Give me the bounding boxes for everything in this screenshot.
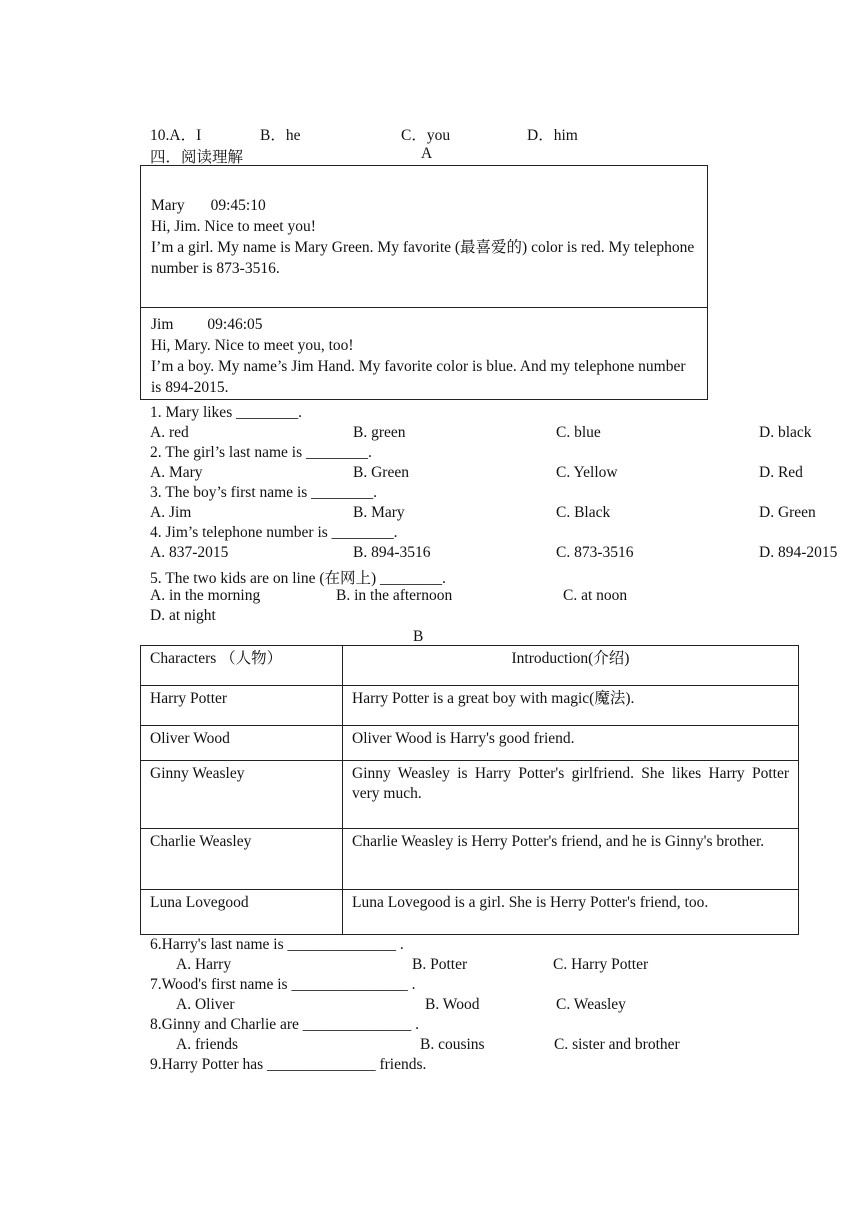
q4-option-d: D. 894-2015 — [759, 544, 838, 561]
q6-option-c: C. Harry Potter — [553, 956, 649, 973]
jim-line1: Hi, Mary. Nice to meet you, too! — [151, 337, 354, 354]
chat-box — [140, 165, 708, 400]
q6-option-a: A. Harry — [176, 956, 232, 973]
mary-line2: I’m a girl. My name is Mary Green. My favorite (最喜爱的) color is red. My telephone number is 873-3516. — [151, 239, 695, 277]
header-introduction: Introduction(介绍) — [343, 646, 799, 686]
jim-message — [151, 314, 697, 398]
table-row — [141, 726, 799, 761]
part-b-label: B — [413, 628, 424, 645]
q8-option-a: A. friends — [176, 1036, 238, 1053]
table-header-row — [141, 646, 799, 686]
q2-option-a: A. Mary — [150, 464, 203, 481]
q3-option-c: C. Black — [556, 504, 611, 521]
character-intro: Charlie Weasley is Herry Potter's friend, and he is Ginny's brother. — [343, 829, 799, 890]
q1-option-b: B. green — [353, 424, 406, 441]
section-title: 四．阅读理解 — [150, 149, 244, 166]
character-intro: Ginny Weasley is Harry Potter's girlfriend. She likes Harry Potter very much. — [343, 761, 799, 829]
jim-line2: I’m a boy. My name’s Jim Hand. My favorite color is blue. And my telephone number is 894-2015. — [151, 358, 686, 396]
question-5: 5. The two kids are on line (在网上) ________. — [150, 570, 446, 587]
question-9: 9.Harry Potter has ______________ friends. — [150, 1056, 427, 1073]
character-intro: Oliver Wood is Harry's good friend. — [343, 726, 799, 761]
q8-option-c: C. sister and brother — [554, 1036, 680, 1053]
question-1: 1. Mary likes ________. — [150, 404, 302, 421]
q2-option-d: D. Red — [759, 464, 803, 481]
mary-time: 09:45:10 — [210, 197, 266, 214]
character-name: Oliver Wood — [141, 726, 343, 761]
q3-option-d: D. Green — [759, 504, 816, 521]
character-name: Ginny Weasley — [141, 761, 343, 829]
table-row — [141, 761, 799, 829]
q2-option-c: C. Yellow — [556, 464, 618, 481]
q4-option-b: B. 894-3516 — [353, 544, 431, 561]
q1-option-c: C. blue — [556, 424, 601, 441]
character-name: Harry Potter — [141, 686, 343, 726]
q10-option-a: 10.A．I — [150, 127, 202, 144]
q5-option-a: A. in the morning — [150, 587, 261, 604]
q5-option-b: B. in the afternoon — [336, 587, 453, 604]
q10-option-c: C．you — [401, 127, 451, 144]
part-a-label: A — [421, 145, 433, 162]
mary-header — [151, 195, 697, 216]
mary-message — [151, 195, 697, 279]
question-7: 7.Wood's first name is _______________ . — [150, 976, 416, 993]
jim-name: Jim — [151, 316, 174, 333]
question-8: 8.Ginny and Charlie are ______________ . — [150, 1016, 420, 1033]
character-intro: Harry Potter is a great boy with magic(魔法). — [343, 686, 799, 726]
question-6: 6.Harry's last name is ______________ . — [150, 936, 404, 953]
q7-option-a: A. Oliver — [176, 996, 235, 1013]
header-characters: Characters （人物） — [141, 646, 343, 686]
q7-option-b: B. Wood — [425, 996, 480, 1013]
table-row — [141, 890, 799, 935]
character-intro: Luna Lovegood is a girl. She is Herry Potter's friend, too. — [343, 890, 799, 935]
q3-option-a: A. Jim — [150, 504, 192, 521]
chat-divider — [141, 307, 707, 308]
q1-option-d: D. black — [759, 424, 812, 441]
question-2: 2. The girl’s last name is ________. — [150, 444, 372, 461]
mary-name: Mary — [151, 197, 185, 214]
q4-option-c: C. 873-3516 — [556, 544, 634, 561]
q4-option-a: A. 837-2015 — [150, 544, 229, 561]
q5-option-c: C. at noon — [563, 587, 628, 604]
jim-time: 09:46:05 — [207, 316, 263, 333]
table-row — [141, 686, 799, 726]
question-3: 3. The boy’s first name is ________. — [150, 484, 378, 501]
q7-option-c: C. Weasley — [556, 996, 626, 1013]
table-row — [141, 829, 799, 890]
q5-option-d: D. at night — [150, 607, 216, 624]
q10-option-d: D．him — [527, 127, 578, 144]
q8-option-b: B. cousins — [420, 1036, 485, 1053]
jim-header — [151, 314, 697, 335]
mary-line1: Hi, Jim. Nice to meet you! — [151, 218, 316, 235]
q6-option-b: B. Potter — [412, 956, 468, 973]
q10-option-b: B．he — [260, 127, 301, 144]
character-name: Charlie Weasley — [141, 829, 343, 890]
q2-option-b: B. Green — [353, 464, 409, 481]
character-name: Luna Lovegood — [141, 890, 343, 935]
characters-table — [140, 645, 799, 935]
q1-option-a: A. red — [150, 424, 189, 441]
q3-option-b: B. Mary — [353, 504, 405, 521]
question-4: 4. Jim’s telephone number is ________. — [150, 524, 398, 541]
